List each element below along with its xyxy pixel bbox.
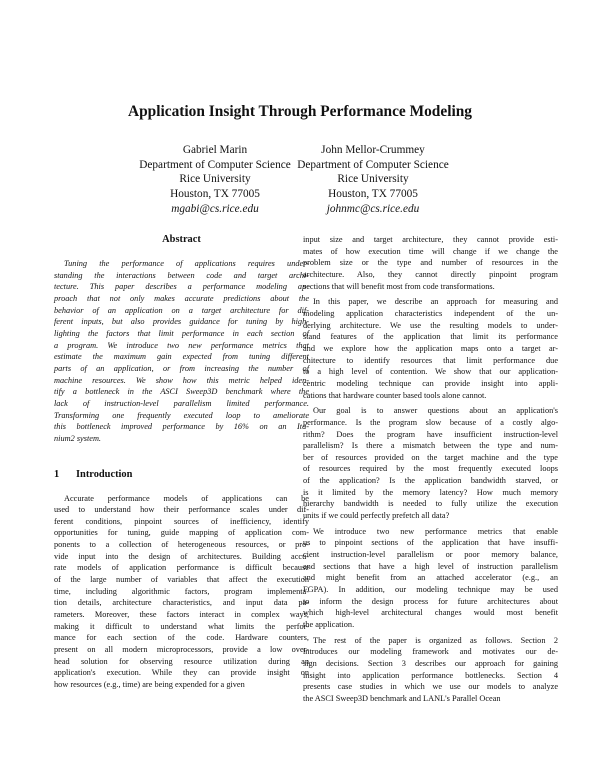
text-line: parallelism? Is there a mismatch between the type and num- (303, 441, 558, 451)
section-title: Introduction (76, 468, 133, 480)
author-name: Gabriel Marin (182, 144, 248, 156)
text-line: of resources required by the most frequently executed loops (303, 464, 558, 474)
text-line: a program. We introduce two new performance metrics that (54, 340, 309, 350)
author-city: Houston, TX 77005 (328, 188, 418, 201)
author-name: John Mellor-Crummey (321, 144, 425, 156)
text-line: mates of how execution time will change if we change the (303, 246, 558, 256)
text-line: and we explore how the application maps onto a target ar- (303, 343, 558, 353)
text-line: Accurate performance models of applications can be (64, 493, 309, 503)
text-line: hierarchy bandwidth is needed to fully utilize the execution (303, 499, 558, 509)
text-line: standing the interactions between code and target archi- (54, 270, 309, 280)
text-line: machine resources. We show how this metric helped iden- (54, 375, 309, 385)
text-line: tify a bottleneck in the ASCI Sweep3D benchmark where the (54, 387, 309, 397)
text-line: to a high level of contention. We show that our application- (303, 367, 558, 377)
text-line: Transforming one frequently executed loop to ameliorate (54, 410, 309, 420)
text-line: We introduce two new performance metrics that enable (313, 526, 558, 536)
text-line: parts of an application, or from increasing the number of (54, 363, 309, 373)
abstract-heading: Abstract (162, 234, 201, 245)
text-line: ponents to a collection of heterogeneous resources, or pro- (54, 540, 309, 550)
text-line: In this paper, we describe an approach for measuring and (313, 297, 558, 307)
text-line: units if we could perfectly prefetch all data? (303, 511, 450, 521)
text-line: ferent inputs, but also provides guidance for tuning by high- (54, 317, 309, 327)
text-line: modeling application characteristics independent of the un- (303, 308, 558, 318)
abstract-text (54, 258, 309, 445)
text-line: time, including algorithmic factors, program implementa- (54, 586, 309, 596)
text-line: behavior of an application on a target architecture for dif- (54, 305, 309, 315)
text-line: sections that will benefit most from code transformations. (303, 281, 495, 291)
text-line: which high-level architectural changes would most benefit (303, 608, 558, 618)
paragraph (303, 296, 558, 401)
text-line: stand features of the application that limit its performance (303, 332, 558, 342)
text-line: the application. (303, 620, 355, 629)
text-line: rithm? Does the program have insufficient instruction-level (303, 429, 558, 439)
text-line: tion details, architecture characteristics, and input data pa- (54, 598, 309, 608)
text-line: head solution for observing resource utilization during an (54, 656, 309, 666)
text-line: making it difficult to understand what limits the perfor- (54, 621, 309, 631)
text-line: present on all modern microprocessors, provide a low over- (54, 645, 309, 655)
text-line: Our goal is to answer questions about an application's (313, 406, 558, 416)
author-block-2 (268, 143, 478, 217)
text-line: to inform the design process for future architectures about (303, 596, 558, 606)
text-line: sign decisions. Section 3 describes our approach for gaining (303, 658, 558, 668)
text-line: problem size or the type and number of resources in the (303, 258, 558, 268)
text-line: presents case studies in which we use our models to analyze (303, 682, 558, 692)
text-line: insight into application performance bottlenecks. Section 4 (303, 670, 558, 680)
text-line: the ASCI Sweep3D benchmark and LANL's Parallel Ocean (303, 693, 501, 703)
author-university: Rice University (179, 173, 251, 186)
paper-title: Application Insight Through Performance Modeling (127, 103, 473, 120)
text-line: performance. Is the program slow because of a costly algo- (303, 417, 558, 427)
paragraph (303, 405, 558, 522)
text-line: opportunities for tuning, guide mapping of application com- (54, 528, 309, 538)
text-line: lighting the factors that limit performance in each section of (54, 328, 309, 338)
author-email: mgabi@cs.rice.edu (171, 202, 259, 215)
text-line: chitecture to identify resources that limit performance due (303, 355, 558, 365)
text-line: cations that hardware counter based tools alone cannot. (303, 390, 487, 400)
text-line: centric modeling technique can provide insight into appli- (303, 378, 558, 388)
text-line: cient instruction-level parallelism or poor memory balance, (303, 550, 558, 560)
author-department: Department of Computer Science (139, 158, 291, 171)
text-line: of the large number of variables that affect the execution (54, 575, 309, 585)
text-line: is it limited by the memory latency? How much memory (303, 487, 558, 497)
text-line: vide input into the design of architectures. Building accu- (54, 551, 309, 561)
text-line: proach that not only makes accurate predictions about the (54, 293, 309, 303)
text-line: of the application? Is the application bandwidth starved, or (303, 476, 558, 486)
paragraph (303, 526, 558, 631)
text-line: input size and target architecture, they cannot provide esti- (303, 235, 558, 244)
text-line: and sections that have a high level of instruction parallelism (303, 561, 558, 571)
text-line: architecture. Also, they cannot directly pinpoint program (303, 269, 558, 279)
text-line: and might benefit from an attached accelerator (e.g., an (303, 573, 558, 583)
text-line: used to understand how their performance scales under dif- (54, 505, 309, 515)
text-line: rameters. Moreover, these factors interact in complex ways, (54, 610, 309, 620)
text-line: tecture. This paper describes a performance modeling ap- (54, 282, 309, 292)
paragraph (303, 234, 558, 292)
text-line: us to pinpoint sections of the application that have insuffi- (303, 538, 558, 548)
text-line: The rest of the paper is organized as follows. Section 2 (313, 635, 558, 645)
author-city: Houston, TX 77005 (170, 188, 260, 201)
text-line: Tuning the performance of applications requires under- (64, 259, 309, 268)
text-line: lack of instruction-level parallelism limited performance. (54, 398, 309, 408)
text-line: how resources (e.g., time) are being expended for a given (54, 680, 245, 689)
text-line: ber of resources provided on the target machine and the type (303, 452, 558, 462)
section-number: 1 (54, 468, 60, 480)
right-column (303, 234, 558, 709)
section-heading-introduction (54, 469, 309, 481)
text-line: estimate the maximum gain expected from tuning different (54, 352, 309, 362)
text-line: FGPA). In addition, our modeling technique may be used (303, 585, 558, 595)
text-line: rate models of application performance is difficult because (54, 563, 309, 573)
author-university: Rice University (337, 173, 409, 186)
text-line: ferent conditions, pinpoint sources of inefficiency, identify (54, 516, 309, 526)
paragraph (303, 635, 558, 705)
text-line: mance for each section of the code. Hardware counters, (54, 633, 309, 643)
author-department: Department of Computer Science (297, 158, 449, 171)
text-line: nium2 system. (54, 433, 102, 443)
text-line: introduces our modeling framework and motivates our de- (303, 647, 558, 657)
author-email: johnmc@cs.rice.edu (326, 202, 420, 215)
introduction-text (54, 493, 309, 691)
left-column (54, 234, 309, 691)
text-line: application's execution. While they can provide insight on (54, 668, 309, 678)
text-line: this bottleneck improved performance by 16% on an Ita- (54, 422, 309, 432)
text-line: derlying architecture. We use the resulting models to under- (303, 320, 558, 330)
